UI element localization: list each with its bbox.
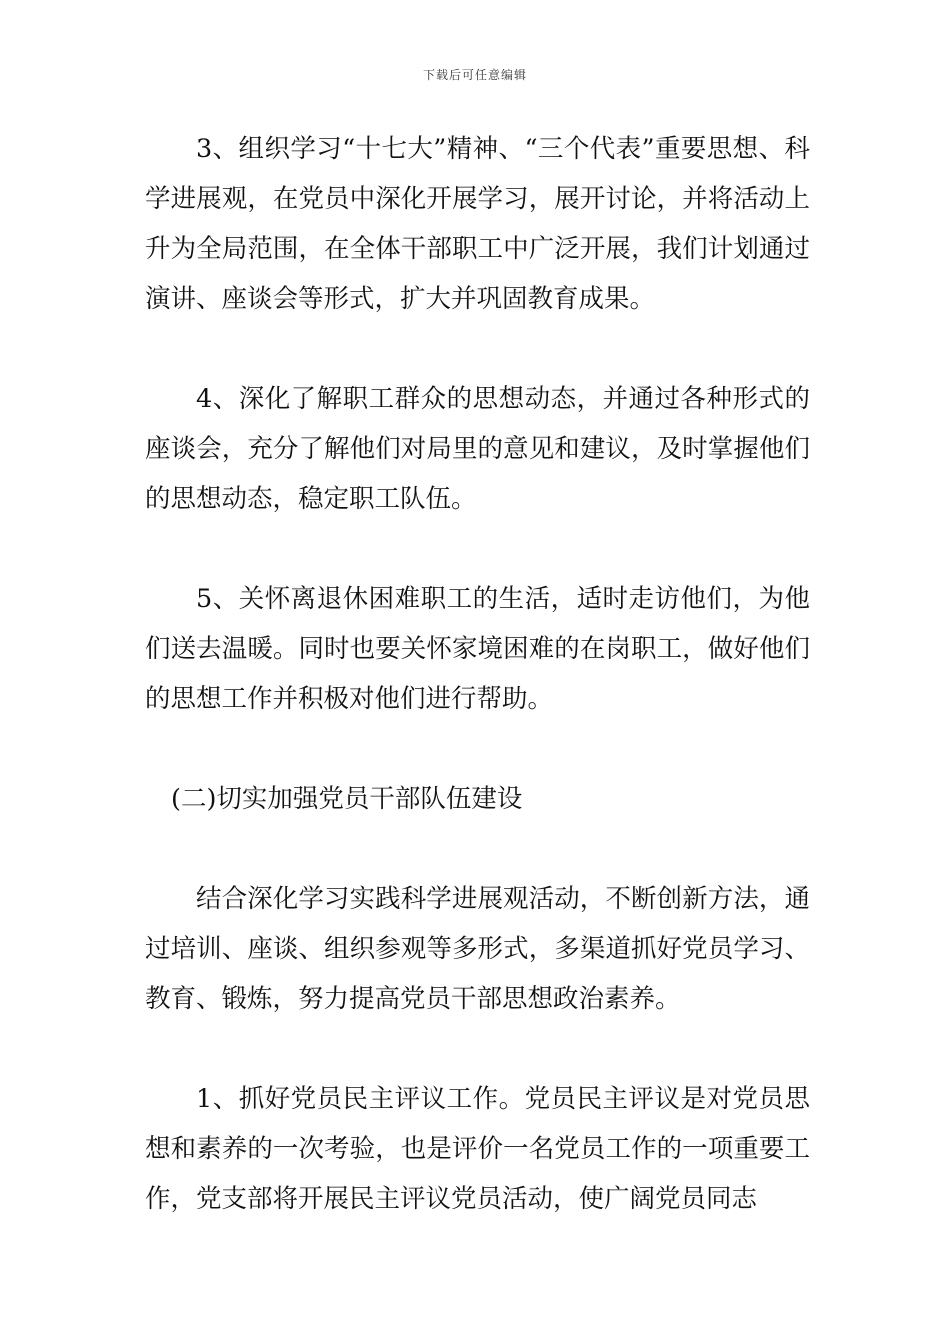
section-intro-paragraph: 结合深化学习实践科学进展观活动，不断创新方法，通过培训、座谈、组织参观等多形式，多渠道抓好党员学习、教育、锻炼，努力提高党员干部思想政治素养。: [145, 884, 810, 1014]
paragraph-item-4: 4、深化了解职工群众的思想动态，并通过各种形式的座谈会，充分了解他们对局里的意见和建议，及时掌握他们的思想动态，稳定职工队伍。: [145, 384, 810, 514]
document-body: [145, 124, 810, 1224]
paragraph-item-5: 5、关怀离退休困难职工的生活，适时走访他们，为他们送去温暖。同时也要关怀家境困难的在岗职工，做好他们的思想工作并积极对他们进行帮助。: [145, 584, 810, 714]
paragraph-item-3: 3、组织学习“十七大”精神、“三个代表”重要思想、科学进展观，在党员中深化开展学习，展开讨论，并将活动上升为全局范围，在全体干部职工中广泛开展，我们计划通过演讲、座谈会等形式，扩大并巩固教育成果。: [145, 134, 810, 314]
paragraph-item-1: 1、抓好党员民主评议工作。党员民主评议是对党员思想和素养的一次考验，也是评价一名党员工作的一项重要工作，党支部将开展民主评议党员活动，使广阔党员同志: [145, 1084, 810, 1214]
section-heading: (二)切实加强党员干部队伍建设: [171, 784, 523, 814]
header-note: 下载后可任意编辑: [422, 68, 527, 82]
